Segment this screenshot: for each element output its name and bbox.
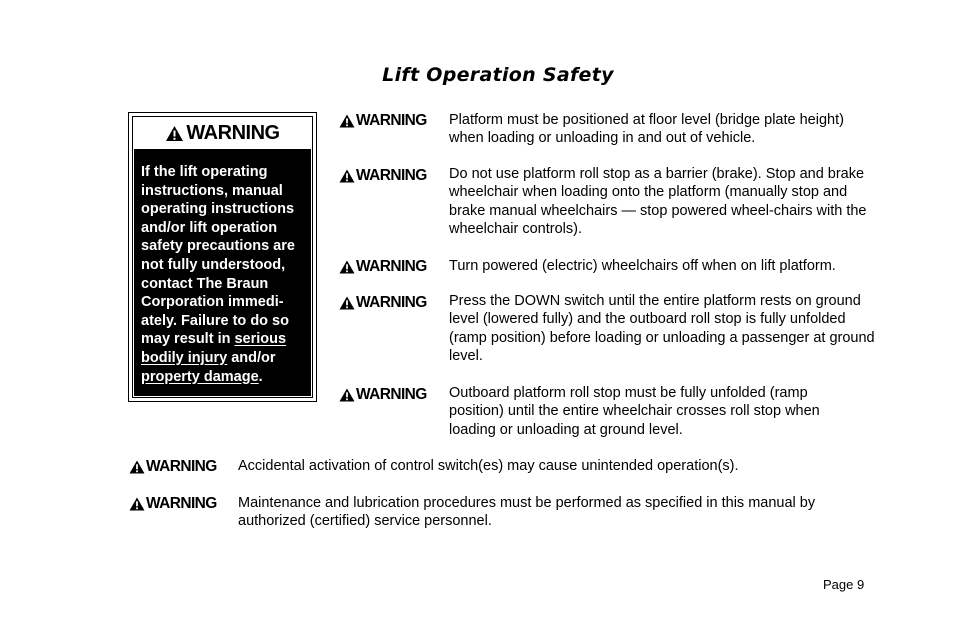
warning-label-text: WARNING (356, 258, 427, 275)
warning-box-body (134, 149, 311, 396)
warning-label-text: WARNING (356, 167, 427, 184)
warning-triangle-icon (339, 114, 355, 128)
warning-label-4 (339, 294, 427, 312)
warning-label-2 (339, 167, 427, 185)
warning-text-2: Do not use platform roll stop as a barrier (brake). Stop and brake wheelchair when loading onto the platform (manually stop and brake manual wheelchairs — stop powered wheel-chairs with the wheelchair controls). (449, 166, 867, 238)
warning-box-text: If the lift operating instructions, manual operating instructions and/or lift operation safety precautions are not fully understood, contact The Braun Corporation immediately. Failure to do so may result in (141, 164, 295, 348)
warning-box-text-end: . (258, 368, 263, 385)
warning-text-1: Platform must be positioned at floor level (bridge plate height) when loading or unloading in and out of vehicle. (449, 112, 844, 147)
warning-label-3 (339, 258, 427, 276)
warning-label-text: WARNING (356, 386, 427, 403)
warning-text-7: Maintenance and lubrication procedures must be performed as specified in this manual by authorized (certified) service personnel. (238, 495, 816, 530)
warning-box-underline-property: property damage (141, 368, 259, 385)
warning-box-underline-serious: serious bodily injury (141, 331, 287, 366)
warning-label-6 (129, 458, 217, 476)
warning-text-6: Accidental activation of control switch(es) may cause unintended operation(s). (238, 458, 739, 474)
warning-label-text: WARNING (356, 294, 427, 311)
warning-text-5: Outboard platform roll stop must be fully unfolded (ramp position) until the entire wheelchair crosses roll stop when loading or unloading at ground level. (449, 385, 820, 438)
warning-triangle-icon (129, 460, 145, 474)
warning-triangle-icon (339, 296, 355, 310)
warning-triangle-icon (339, 260, 355, 274)
warning-label-5 (339, 386, 427, 404)
warning-box-heading (134, 118, 311, 148)
warning-label-text: WARNING (356, 112, 427, 129)
warning-label-text: WARNING (146, 495, 217, 512)
warning-triangle-icon (129, 497, 145, 511)
warning-text-3: Turn powered (electric) wheelchairs off when on lift platform. (449, 258, 836, 274)
warning-label-7 (129, 495, 217, 513)
warning-label-1 (339, 112, 427, 130)
warning-triangle-icon (339, 388, 355, 402)
warning-box-heading-text: WARNING (186, 121, 280, 144)
warning-triangle-icon (339, 169, 355, 183)
warning-label-text: WARNING (146, 458, 217, 475)
page-number: Page 9 (823, 577, 865, 592)
warning-box-text-and-or: and/or (227, 349, 276, 366)
warning-text-4: Press the DOWN switch until the entire platform rests on ground level (lowered fully) and the outboard roll stop is fully unfolded (ramp position) before loading or unloading a passenger at ground level. (449, 293, 875, 365)
warning-triangle-icon (165, 125, 184, 142)
page-title: Lift Operation Safety (382, 64, 614, 86)
